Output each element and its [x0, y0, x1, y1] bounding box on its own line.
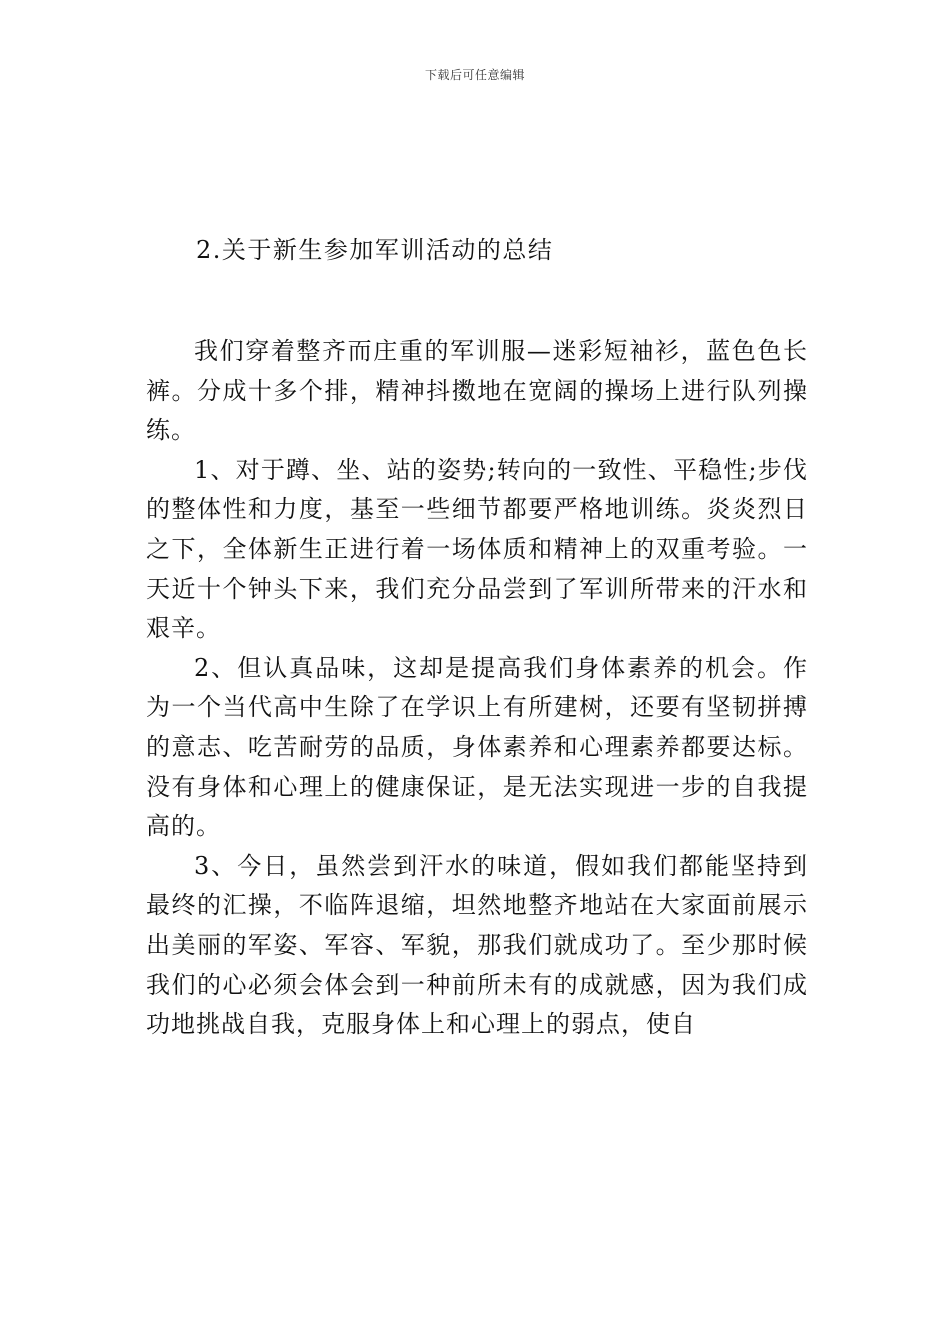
paragraph-point-3: 3、今日，虽然尝到汗水的味道，假如我们都能坚持到最终的汇操，不临阵退缩，坦然地整齐地站在大家面前展示出美丽的军姿、军容、军貌，那我们就成功了。至少那时候我们的心必须会体会到一种前所未有的成就感，因为我们成功地挑战自我，克服身体上和心理上的弱点，使自 [146, 851, 808, 1039]
paragraph-intro: 我们穿着整齐而庄重的军训服—迷彩短袖衫，蓝色色长裤。分成十多个排，精神抖擞地在宽阔的操场上进行队列操练。 [146, 337, 808, 445]
paragraph-point-2: 2、但认真品味，这却是提高我们身体素养的机会。作为一个当代高中生除了在学识上有所建树，还要有坚韧拼搏的意志、吃苦耐劳的品质，身体素养和心理素养都要达标。没有身体和心理上的健康保证，是无法实现进一步的自我提高的。 [146, 653, 808, 841]
page-header-note: 下载后可任意编辑 [424, 68, 525, 82]
document-title: 2.关于新生参加军训活动的总结 [196, 236, 554, 264]
document-body [146, 332, 808, 1045]
paragraph-point-1: 1、对于蹲、坐、站的姿势;转向的一致性、平稳性;步伐的整体性和力度，基至一些细节都要严格地训练。炎炎烈日之下，全体新生正进行着一场体质和精神上的双重考验。一天近十个钟头下来，我们充分品尝到了军训所带来的汗水和艰辛。 [146, 455, 808, 643]
